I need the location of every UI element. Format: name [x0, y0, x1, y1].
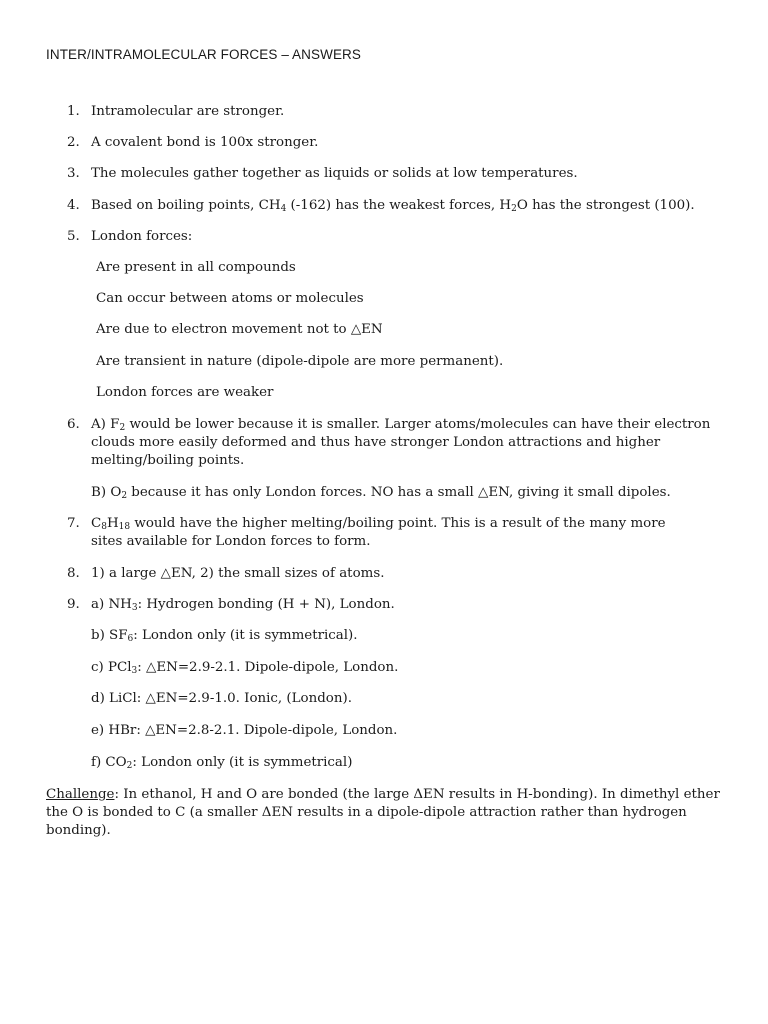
- answer-9d: d) LiCl: △EN=2.9-1.0. Ionic, (London).: [91, 691, 352, 706]
- item-number: 2.: [67, 135, 80, 150]
- answer-7: $C_8H_{18}$ would have the higher melting/boiling point. This is a result of the many more sites available for London forces to form.: [91, 516, 666, 549]
- challenge-label: Challenge: [46, 787, 115, 802]
- item-number: 7.: [67, 516, 80, 531]
- london-point: Are present in all compounds: [96, 260, 296, 275]
- london-point: London forces are weaker: [96, 385, 274, 400]
- answer-9f: f) $CO_2$: London only (it is symmetrical): [91, 755, 353, 771]
- answer-6b: B) $O_2$ because it has only London forces. NO has a small △EN, giving it small dipoles.: [91, 485, 671, 501]
- item-number: 9.: [67, 597, 80, 612]
- answer-2: A covalent bond is 100x stronger.: [91, 135, 319, 150]
- answer-9e: e) HBr: △EN=2.8-2.1. Dipole-dipole, London.: [91, 723, 398, 738]
- answer-9c: c) PCl$_3$: △EN=2.9-2.1. Dipole-dipole, London.: [91, 660, 399, 676]
- item-number: 8.: [67, 566, 80, 581]
- item-number: 6.: [67, 417, 80, 432]
- london-point: Can occur between atoms or molecules: [96, 291, 364, 306]
- answer-6a: A) $F_2$ would be lower because it is smaller. Larger atoms/molecules can have their electron clouds more easily deformed and thus have stronger London attractions and higher melting/boiling points.: [91, 417, 711, 468]
- item-number: 4.: [67, 198, 80, 213]
- answer-3: The molecules gather together as liquids or solids at low temperatures.: [91, 166, 578, 181]
- answer-4: Based on boiling points, $CH_4$ (-162) has the weakest forces, $H_2O$ has the strongest (100).: [91, 198, 695, 214]
- answer-1: Intramolecular are stronger.: [91, 104, 285, 119]
- london-point: Are transient in nature (dipole-dipole are more permanent).: [96, 354, 504, 369]
- answer-9a: a) $NH_3$: Hydrogen bonding (H + N), London.: [91, 597, 395, 613]
- answer-5: London forces:: [91, 229, 193, 244]
- answer-8: 1) a large △EN, 2) the small sizes of atoms.: [91, 566, 385, 581]
- answer-9b: b) $SF_6$: London only (it is symmetrical).: [91, 628, 358, 644]
- page-title: INTER/INTRAMOLECULAR FORCES – ANSWERS: [46, 47, 361, 62]
- item-number: 1.: [67, 104, 80, 119]
- challenge-paragraph: Challenge: In ethanol, H and O are bonded (the large ΔEN results in H-bonding). In dimethyl ether the O is bonded to C (a smaller ΔEN results in a dipole-dipole attraction rather than hydrogen bonding).: [46, 787, 720, 838]
- item-number: 5.: [67, 229, 80, 244]
- item-number: 3.: [67, 166, 80, 181]
- london-point: Are due to electron movement not to △EN: [96, 322, 383, 337]
